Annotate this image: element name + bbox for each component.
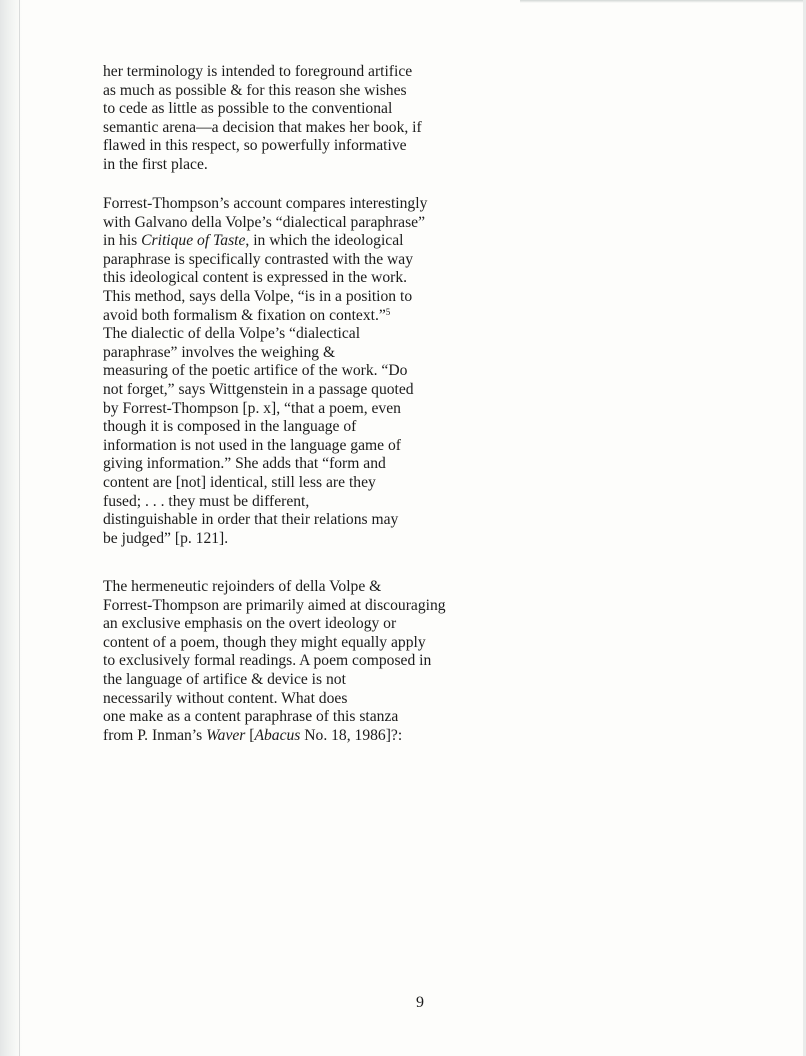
text-fragment: [ xyxy=(245,726,255,744)
page-top-shadow xyxy=(520,0,806,3)
text-fragment: avoid both formalism & fixation on context.” xyxy=(103,306,386,324)
text-line: in the first place. xyxy=(103,155,208,173)
text-line: distinguishable in order that their relations may xyxy=(103,511,399,529)
text-line: Forrest-Thompson are primarily aimed at discouraging xyxy=(103,596,446,614)
text-fragment: , in which the ideological xyxy=(245,232,404,250)
text-line: content of a poem, though they might equally apply xyxy=(103,633,426,651)
footnote-marker: 5 xyxy=(385,306,391,317)
text-line: measuring of the poetic artifice of the work. “Do xyxy=(103,362,408,380)
text-fragment: in his xyxy=(103,232,138,250)
text-line: an exclusive emphasis on the overt ideology or xyxy=(103,615,397,633)
text-line xyxy=(103,232,483,251)
journal-title-italic: Abacus xyxy=(254,726,301,744)
paragraph-2 xyxy=(103,195,483,548)
text-line: with Galvano della Volpe’s “dialectical paraphrase” xyxy=(103,213,426,231)
text-line: content are [not] identical, still less are they xyxy=(103,473,376,491)
text-line: this ideological content is expressed in the work. xyxy=(103,269,408,287)
text-line: as much as possible & for this reason she wishes xyxy=(103,81,407,99)
text-line: by Forrest-Thompson [p. x], “that a poem, even xyxy=(103,399,401,417)
text-line xyxy=(103,727,483,746)
text-line: her terminology is intended to foreground artifice xyxy=(103,63,413,80)
text-line: fused; . . . they must be different, xyxy=(103,492,310,510)
text-line: The hermeneutic rejoinders of della Volpe & xyxy=(103,578,382,595)
text-line: paraphrase is specifically contrasted with the way xyxy=(103,250,414,268)
text-line: to exclusively formal readings. A poem composed in xyxy=(103,652,432,670)
text-line: The dialectic of della Volpe’s “dialectical xyxy=(103,325,361,343)
text-fragment: No. 18, 1986]?: xyxy=(300,726,403,744)
text-line: information is not used in the language game of xyxy=(103,436,401,454)
poem-title-italic: Waver xyxy=(206,726,246,744)
text-line: Forrest-Thompson’s account compares interestingly xyxy=(103,195,428,212)
text-line: semantic arena—a decision that makes her book, if xyxy=(103,118,422,136)
paragraph-1 xyxy=(103,63,483,175)
paragraph-3 xyxy=(103,578,483,745)
text-line: the language of artifice & device is not xyxy=(103,670,346,688)
text-line: necessarily without content. What does xyxy=(103,689,348,707)
text-line: be judged” [p. 121]. xyxy=(103,529,229,547)
text-line: This method, says della Volpe, “is in a position to xyxy=(103,287,413,305)
text-line xyxy=(103,307,483,326)
text-fragment: from P. Inman’s xyxy=(103,726,203,744)
text-line: to cede as little as possible to the conventional xyxy=(103,100,393,118)
page-number: 9 xyxy=(416,994,424,1011)
text-line: giving information.” She adds that “form and xyxy=(103,455,386,473)
page-edge-line xyxy=(19,0,20,1056)
book-title-italic: Critique of Taste xyxy=(141,232,246,250)
text-line: not forget,” says Wittgenstein in a passage quoted xyxy=(103,380,414,398)
text-line: flawed in this respect, so powerfully informative xyxy=(103,137,407,155)
text-line: one make as a content paraphrase of this stanza xyxy=(103,708,399,726)
text-line: paraphrase” involves the weighing & xyxy=(103,343,336,361)
text-line: though it is composed in the language of xyxy=(103,418,357,436)
